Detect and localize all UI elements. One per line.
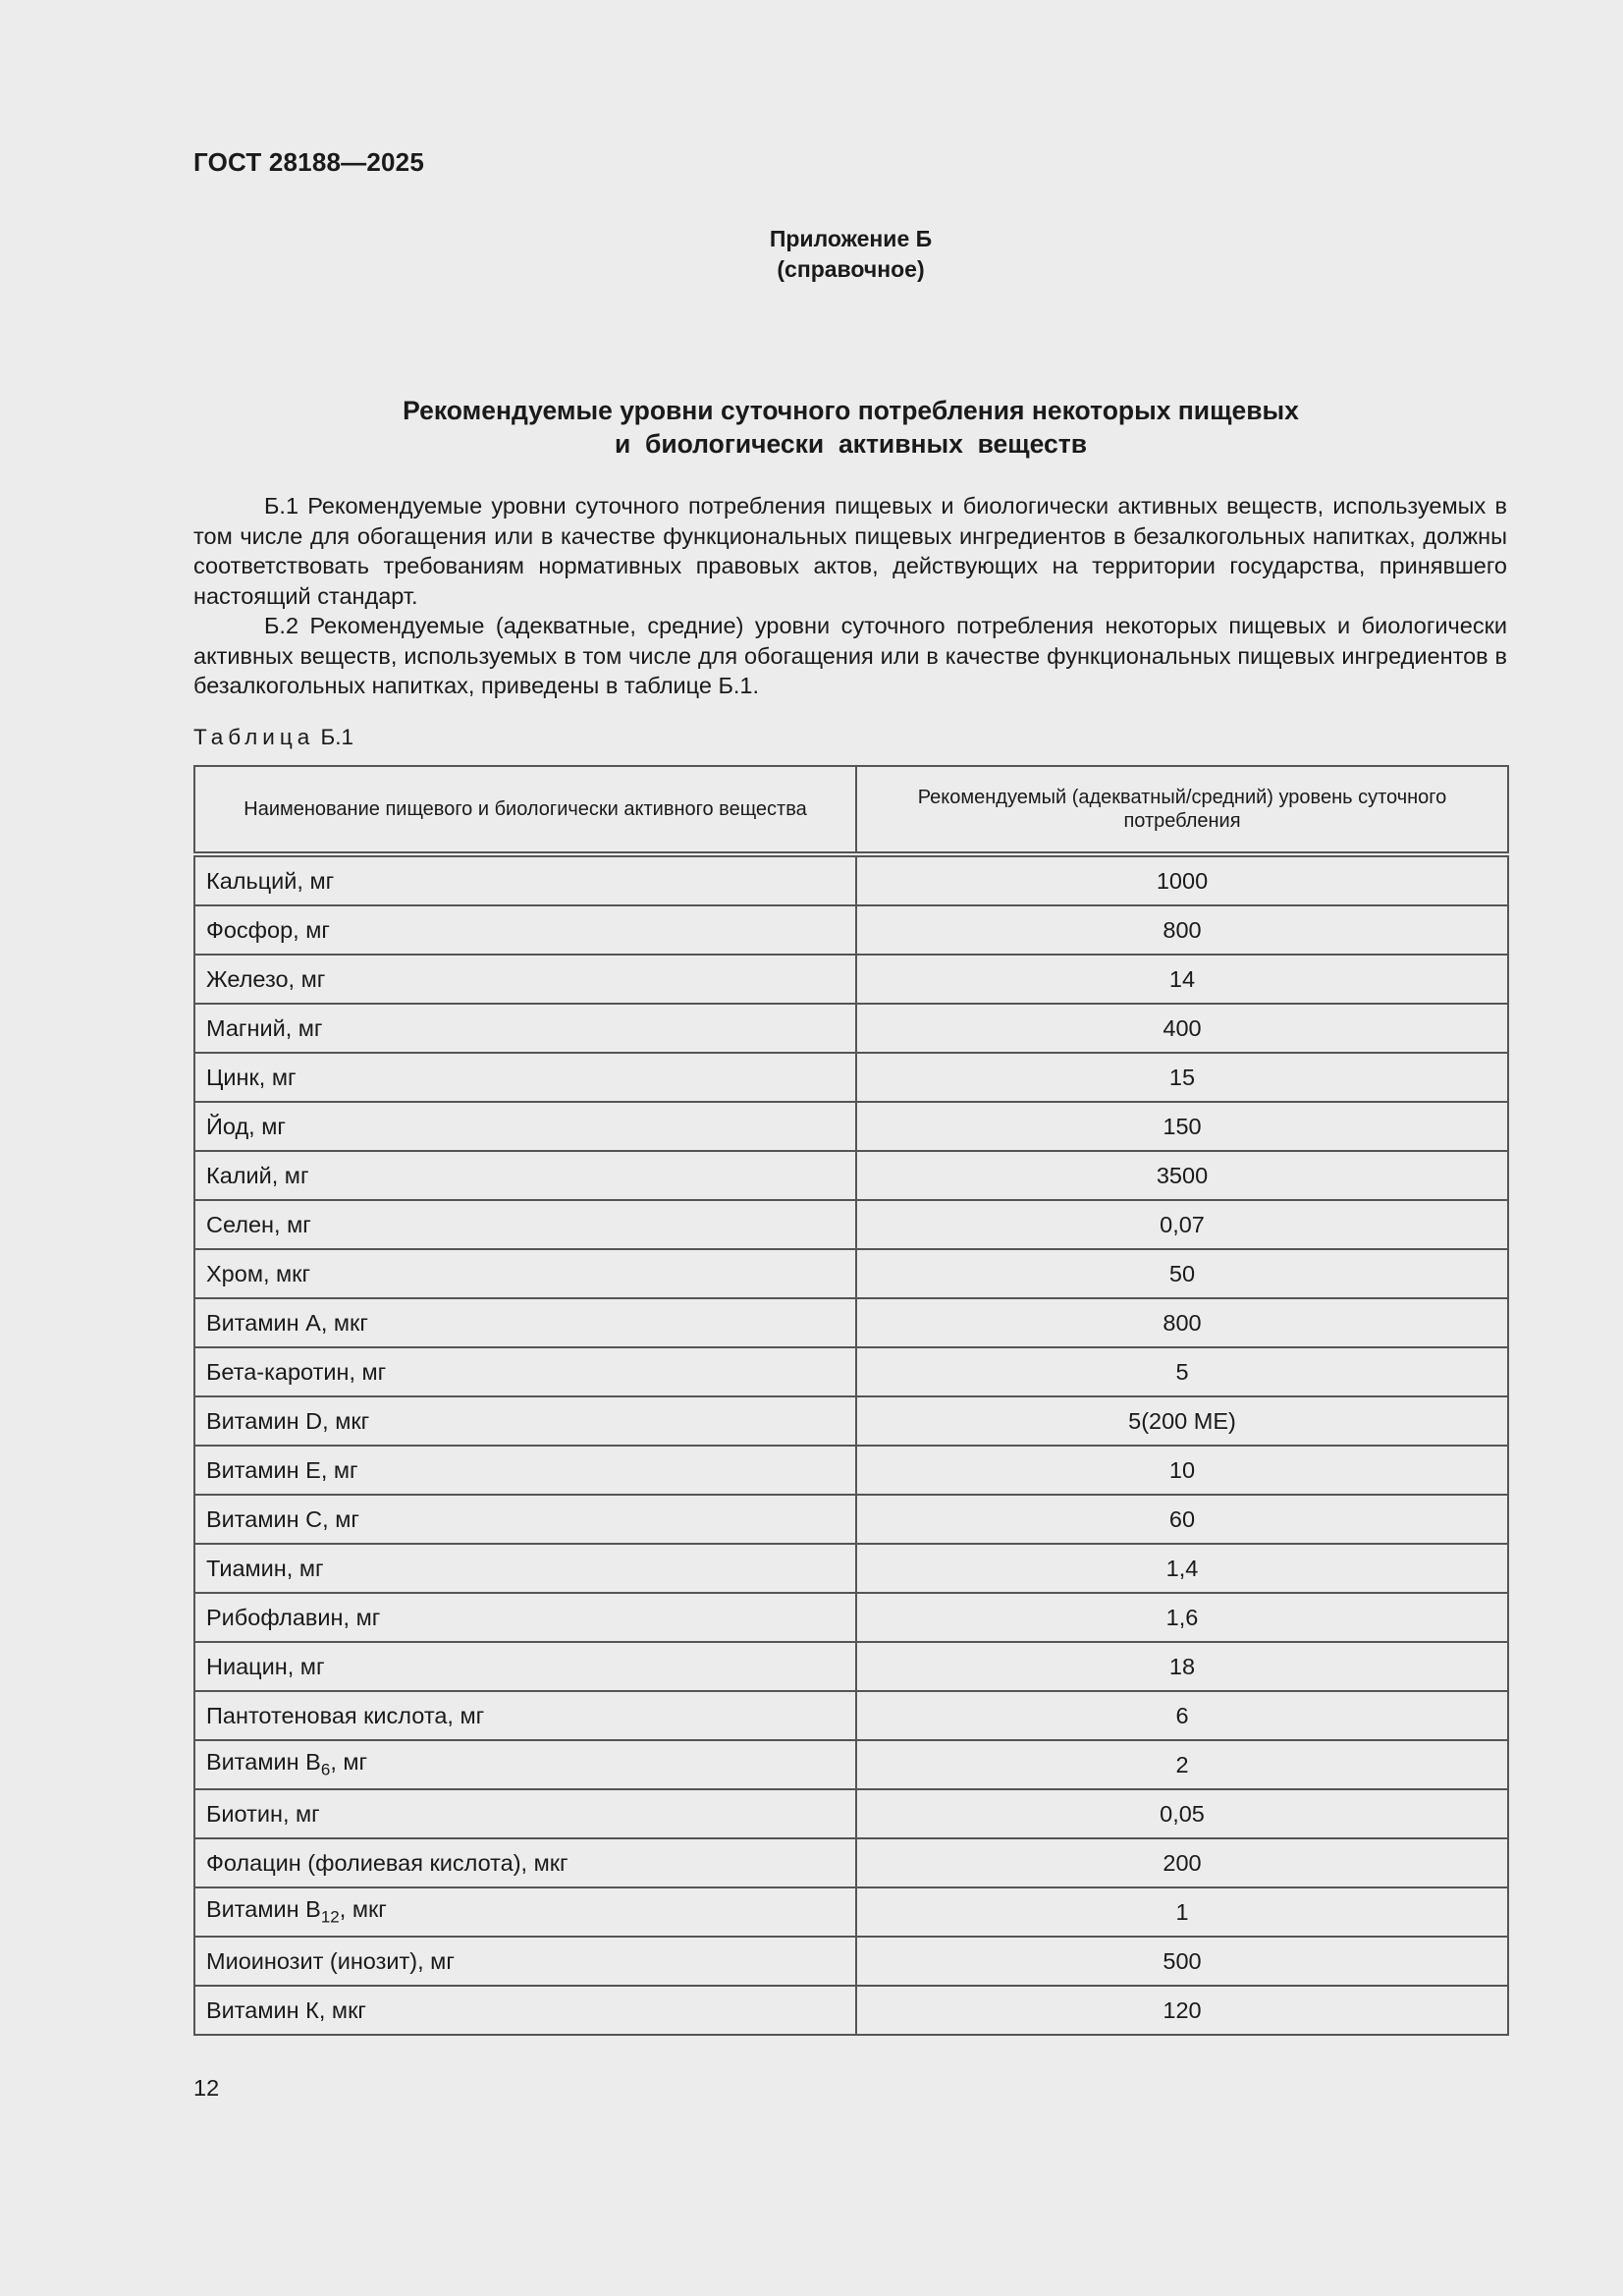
table-caption-word: Таблица [193, 725, 315, 749]
nutrient-name: Железо, мг [194, 955, 856, 1004]
body-text [193, 491, 1507, 701]
page-number: 12 [193, 2075, 220, 2101]
section-title-line-2: и биологически активных веществ [614, 429, 1088, 459]
table-row [194, 1544, 1508, 1593]
nutrient-name: Фолацин (фолиевая кислота), мкг [194, 1838, 856, 1887]
table-row [194, 1838, 1508, 1887]
table-row [194, 1691, 1508, 1740]
nutrient-value: 800 [856, 1298, 1508, 1347]
nutrient-name-subscript: 12 [320, 1907, 340, 1927]
nutrient-value: 18 [856, 1642, 1508, 1691]
document-code: ГОСТ 28188—2025 [193, 147, 424, 177]
table-body [194, 854, 1508, 2035]
nutrient-value: 120 [856, 1986, 1508, 2035]
header-name: Наименование пищевого и биологически активного вещества [194, 766, 856, 854]
nutrient-value: 800 [856, 905, 1508, 955]
nutrient-value: 5(200 МЕ) [856, 1396, 1508, 1446]
nutrient-name: Витамин А, мкг [194, 1298, 856, 1347]
table-row [194, 1495, 1508, 1544]
nutrient-name: Бета-каротин, мг [194, 1347, 856, 1396]
nutrient-value: 200 [856, 1838, 1508, 1887]
nutrient-value: 400 [856, 1004, 1508, 1053]
nutrient-name: Витамин D, мкг [194, 1396, 856, 1446]
table-row [194, 1937, 1508, 1986]
nutrient-name: Кальций, мг [194, 854, 856, 905]
nutrient-value: 500 [856, 1937, 1508, 1986]
section-title [0, 394, 1623, 461]
table-row [194, 1102, 1508, 1151]
nutrient-value: 10 [856, 1446, 1508, 1495]
nutrient-name: Ниацин, мг [194, 1642, 856, 1691]
nutrient-name: Рибофлавин, мг [194, 1593, 856, 1642]
nutrient-name [194, 1740, 856, 1789]
table-row [194, 1446, 1508, 1495]
table-row [194, 1151, 1508, 1200]
nutrient-value: 1,4 [856, 1544, 1508, 1593]
nutrient-name: Калий, мг [194, 1151, 856, 1200]
nutrient-value: 150 [856, 1102, 1508, 1151]
table-row [194, 1347, 1508, 1396]
appendix-heading [0, 224, 1623, 285]
nutrient-value: 5 [856, 1347, 1508, 1396]
table-row [194, 1986, 1508, 2035]
nutrient-name: Магний, мг [194, 1004, 856, 1053]
nutrient-name: Фосфор, мг [194, 905, 856, 955]
appendix-title: Приложение Б [769, 226, 933, 251]
nutrient-value: 2 [856, 1740, 1508, 1789]
nutrient-name: Пантотеновая кислота, мг [194, 1691, 856, 1740]
table-row [194, 905, 1508, 955]
nutrient-value: 15 [856, 1053, 1508, 1102]
table-caption [193, 725, 353, 750]
nutrient-table [193, 765, 1509, 2036]
nutrient-value: 1000 [856, 854, 1508, 905]
table-caption-number: Б.1 [320, 725, 354, 749]
table-row [194, 1053, 1508, 1102]
nutrient-value: 1 [856, 1887, 1508, 1937]
table-row [194, 1004, 1508, 1053]
appendix-subtitle: (справочное) [777, 256, 925, 282]
nutrient-value: 6 [856, 1691, 1508, 1740]
paragraph-b1: Б.1 Рекомендуемые уровни суточного потребления пищевых и биологически активных веществ, используемых в том числе для обогащения или в качестве функциональных пищевых ингредиентов в безалкогольных напитках, должны соответствовать требованиям нормативных правовых актов, действующих на территории государства, принявшего настоящий стандарт. [193, 493, 1507, 609]
nutrient-name: Цинк, мг [194, 1053, 856, 1102]
nutrient-name: Тиамин, мг [194, 1544, 856, 1593]
table-row [194, 1740, 1508, 1789]
table-row [194, 1642, 1508, 1691]
section-title-line-1: Рекомендуемые уровни суточного потребления некоторых пищевых [403, 396, 1299, 425]
nutrient-name: Селен, мг [194, 1200, 856, 1249]
table-row [194, 1593, 1508, 1642]
table-row [194, 1789, 1508, 1838]
nutrient-name-suffix: , мкг [339, 1896, 387, 1923]
nutrient-name: Хром, мкг [194, 1249, 856, 1298]
table-row [194, 1200, 1508, 1249]
nutrient-name: Витамин К, мкг [194, 1986, 856, 2035]
nutrient-value: 3500 [856, 1151, 1508, 1200]
nutrient-name-subscript: 6 [320, 1760, 331, 1779]
nutrient-name [194, 1887, 856, 1937]
nutrient-name: Витамин С, мг [194, 1495, 856, 1544]
nutrient-value: 50 [856, 1249, 1508, 1298]
nutrient-value: 0,05 [856, 1789, 1508, 1838]
nutrient-name-prefix: Витамин B [206, 1896, 321, 1923]
nutrient-name: Миоинозит (инозит), мг [194, 1937, 856, 1986]
table-row [194, 955, 1508, 1004]
table-row [194, 1396, 1508, 1446]
table-header-row [194, 766, 1508, 854]
nutrient-name: Йод, мг [194, 1102, 856, 1151]
nutrient-value: 0,07 [856, 1200, 1508, 1249]
nutrient-name-prefix: Витамин B [206, 1749, 321, 1776]
nutrient-value: 1,6 [856, 1593, 1508, 1642]
nutrient-name-suffix: , мг [330, 1749, 368, 1776]
table-row [194, 854, 1508, 905]
nutrient-name: Биотин, мг [194, 1789, 856, 1838]
paragraph-b2: Б.2 Рекомендуемые (адекватные, средние) уровни суточного потребления некоторых пищевых и биологически активных веществ, используемых в том числе для обогащения или в качестве функциональных пищевых ингредиентов в безалкогольных напитках, приведены в таблице Б.1. [193, 613, 1507, 698]
header-value: Рекомендуемый (адекватный/средний) уровень суточного потребления [856, 766, 1508, 854]
table-row [194, 1298, 1508, 1347]
nutrient-name: Витамин Е, мг [194, 1446, 856, 1495]
nutrient-value: 14 [856, 955, 1508, 1004]
table-row [194, 1249, 1508, 1298]
table-row [194, 1887, 1508, 1937]
nutrient-value: 60 [856, 1495, 1508, 1544]
